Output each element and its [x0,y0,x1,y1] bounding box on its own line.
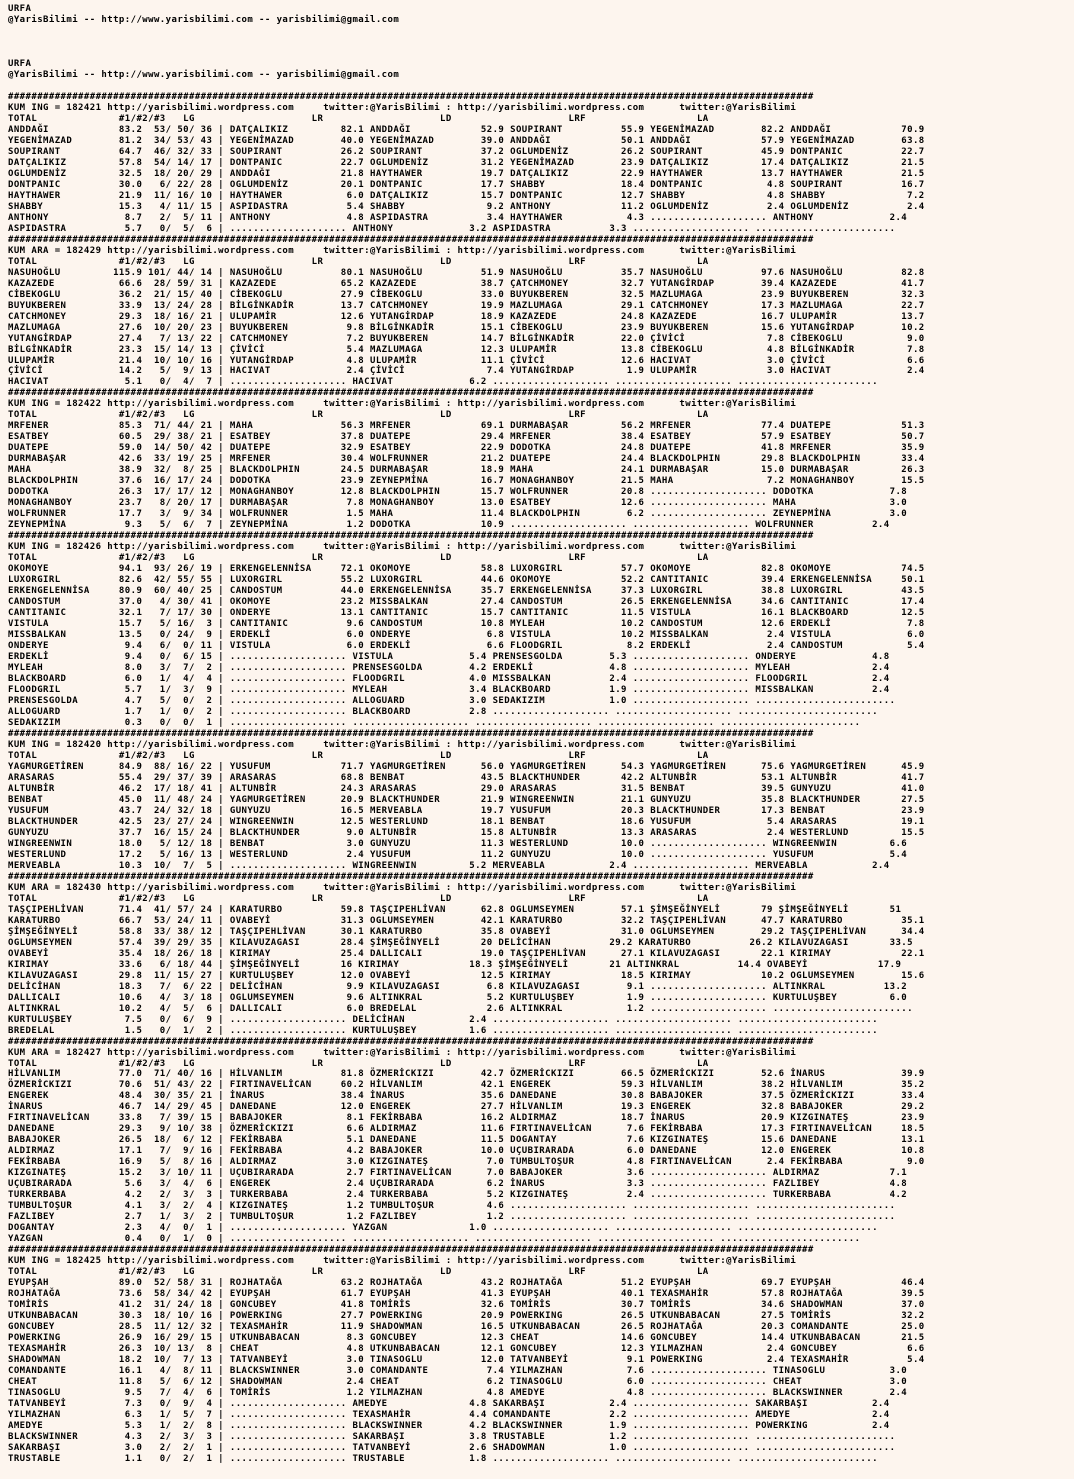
race-title: KUM ING = 182421 http://yarisbilimi.wordpress.com twitter:@YarisBilimi : http://yarisbilimi.wordpress.com twitter:@YarisBilimi [8,102,797,113]
race-row: TRUSTABLE 1.1 0/ 2/ 1 | .................... TRUSTABLE 1.8 .................... .................... ........................ [8,1453,878,1464]
race-row: DURMABAŞAR 42.6 33/ 19/ 25 | MRFENER 30.4 WOLFRUNNER 21.2 DUATEPE 24.4 BLACKDOLPHIN 29.8 BLACKDOLPHIN 33.4 [8,454,925,465]
race-row: ŞİMŞEĞİNYELİ 58.8 33/ 38/ 12 | TAŞÇIPEHLİVAN 30.1 KARATURBO 35.8 OVABEYİ 31.0 OGLUMSEYMEN 29.2 TAŞÇIPEHLİVAN 34.4 [8,926,925,937]
race-row: ANTHONY 8.7 2/ 5/ 11 | ANTHONY 4.8 ASPIDASTRA 3.4 HAYTHAWER 4.3 .................... ANTHONY 2.4 [8,212,908,223]
race-row: HACIVAT 5.1 0/ 4/ 7 | .................... HACIVAT 6.2 .................... .................... ........................ [8,377,878,388]
race-title: KUM ING = 182425 http://yarisbilimi.wordpress.com twitter:@YarisBilimi : http://yarisbilimi.wordpress.com twitter:@YarisBilimi [8,1256,797,1267]
header-line: @YarisBilimi -- http://www.yarisbilimi.com -- yarisbilimi@gmail.com [8,69,400,80]
separator-line: ########################################################################################################################################## [8,728,814,739]
column-header: TOTAL #1/#2/#3 LG LR LD LRF LA [8,750,709,761]
race-row: CİBEKOGLU 36.2 21/ 15/ 40 | CİBEKOGLU 27.9 CİBEKOGLU 33.0 BUYUKBEREN 32.5 MAZLUMAGA 23.9 BUYUKBEREN 32.3 [8,289,925,300]
race-row: CANTITANIC 32.1 7/ 17/ 30 | ONDERYE 13.1 CANTITANIC 15.7 CANTITANIC 11.5 VISTULA 16.1 BLACKBOARD 12.5 [8,608,925,619]
race-row: YUTANGİRDAP 27.4 7/ 13/ 22 | CATCHMONEY 7.2 BUYUKBEREN 14.7 BİLGİNKADİR 22.0 ÇİVİCİ 7.8 CİBEKOGLU 9.0 [8,333,925,344]
race-row: ULUPAMİR 21.4 10/ 10/ 16 | YUTANGİRDAP 4.8 ULUPAMİR 11.1 ÇİVİCİ 12.6 HACIVAT 3.0 ÇİVİCİ 6.6 [8,355,925,366]
race-row: FIRTINAVELİCAN 33.8 7/ 39/ 15 | BABAJOKER 8.1 FEKİRBABA 16.2 ALDIRMAZ 18.7 İNARUS 20.9 KIZGINATEŞ 23.9 [8,1113,925,1124]
race-row: BABAJOKER 26.5 18/ 6/ 12 | FEKİRBABA 5.1 DANEDANE 11.5 DOGANTAY 7.6 KIZGINATEŞ 15.6 DANEDANE 13.1 [8,1135,925,1146]
header-line: URFA [8,4,32,14]
race-row: ALTUNBİR 46.2 17/ 18/ 41 | ALTUNBİR 24.3 ARASARAS 29.0 ARASARAS 31.5 BENBAT 39.5 GUNYUZU 41.0 [8,783,925,794]
race-row: DOGANTAY 2.3 4/ 0/ 1 | .................... YAZGAN 1.0 .................... .................... ........................ [8,1223,878,1234]
race-row: YAZGAN 0.4 0/ 1/ 0 | .................... .................... .................... .................... ........................ [8,1234,861,1245]
race-row: TATVANBEYİ 7.3 0/ 9/ 4 | .................... AMEDYE 4.8 SAKARBAŞI 2.4 .................... SAKARBAŞI 2.4 [8,1399,890,1410]
race-row: KIRIMAY 33.6 6/ 18/ 44 | ŞİMŞEĞİNYELİ 16 KIRIMAY 18.3 ŞİMŞEĞİNYELİ 21 ALTINKRAL 14.4 OVABEYİ 17.9 [8,959,902,970]
race-row: DANEDANE 29.3 9/ 10/ 38 | ÖZMERİCKIZI 6.6 ALDIRMAZ 11.6 FIRTINAVELİCAN 7.6 FEKİRBABA 17.3 FIRTINAVELİCAN 18.5 [8,1124,925,1135]
race-row: ERDEKLİ 9.4 0/ 6/ 15 | .................... VISTULA 5.4 PRENSESGOLDA 5.3 .................... ONDERYE 4.8 [8,652,890,663]
race-row: FEKİRBABA 16.9 5/ 8/ 16 | ALDIRMAZ 3.0 KIZGINATEŞ 7.0 TUMBULTOŞUR 4.8 FIRTINAVELİCAN 2.4 FEKİRBABA 9.0 [8,1157,925,1168]
race-row: WOLFRUNNER 17.7 3/ 9/ 34 | WOLFRUNNER 1.5 MAHA 11.4 BLACKDOLPHIN 6.2 .................... ZEYNEPMİNA 3.0 [8,509,908,520]
column-header: TOTAL #1/#2/#3 LG LR LD LRF LA [8,1267,709,1278]
separator-line: ########################################################################################################################################## [8,91,814,102]
race-row: BLACKDOLPHIN 37.6 16/ 17/ 24 | DODOTKA 23.9 ZEYNEPMİNA 16.7 MONAGHANBOY 21.5 MAHA 7.2 MONAGHANBOY 15.5 [8,476,925,487]
race-row: ENGEREK 48.4 30/ 35/ 21 | İNARUS 38.4 İNARUS 35.6 DANEDANE 30.8 BABAJOKER 37.5 ÖZMERİCKIZI 33.4 [8,1091,925,1102]
race-row: DALLICALI 10.6 4/ 3/ 18 | OGLUMSEYMEN 9.6 ALTINKRAL 5.2 KURTULUŞBEY 1.9 .................... KURTULUŞBEY 6.0 [8,992,908,1003]
race-row: OKOMOYE 94.1 93/ 26/ 19 | ERKENGELENNİSA 72.1 OKOMOYE 58.8 LUXORGIRL 57.7 OKOMOYE 82.8 OKOMOYE 74.5 [8,564,925,575]
race-row: YAGMURGETİREN 84.9 88/ 16/ 22 | YUSUFUM 71.7 YAGMURGETİREN 56.0 YAGMURGETİREN 54.3 YAGMURGETİREN 75.6 YAGMURGETİREN 45.9 [8,761,925,772]
race-row: DATÇALIKIZ 57.8 54/ 14/ 17 | DONTPANIC 22.7 OGLUMDENİZ 31.2 YEGENİMAZAD 23.9 DATÇALIKIZ 17.4 DATÇALIKIZ 21.5 [8,157,925,168]
separator-line: ########################################################################################################################################## [8,531,814,542]
race-row: HAYTHAWER 21.9 11/ 16/ 10 | HAYTHAWER 6.0 DATÇALIKIZ 15.7 DONTPANIC 12.7 SHABBY 4.8 SHABBY 7.2 [8,190,925,201]
race-row: ALTINKRAL 10.2 4/ 5/ 6 | DALLICALI 6.0 BREDELAL 2.6 ALTINKRAL 1.2 .................... ........................ [8,1003,913,1014]
race-row: OGLUMDENİZ 32.5 18/ 20/ 29 | ANDDAĞI 21.8 HAYTHAWER 19.7 DATÇALIKIZ 22.9 HAYTHAWER 13.7 HAYTHAWER 21.5 [8,168,925,179]
race-row: BUYUKBEREN 33.9 13/ 24/ 28 | BİLGİNKADİR 13.7 CATCHMONEY 19.9 MAZLUMAGA 29.1 CATCHMONEY 17.3 MAZLUMAGA 22.7 [8,300,925,311]
race-title: KUM ARA = 182429 http://yarisbilimi.wordpress.com twitter:@YarisBilimi : http://yarisbilimi.wordpress.com twitter:@YarisBilimi [8,245,797,256]
race-block [8,1245,1074,1465]
column-header: TOTAL #1/#2/#3 LG LR LD LRF LA [8,553,709,564]
race-row: SHADOWMAN 18.2 10/ 7/ 13 | TATVANBEYİ 3.0 TINASOGLU 12.0 TATVANBEYİ 9.1 POWERKING 2.4 TEXASMAHİR 5.4 [8,1355,925,1366]
race-row: TOMİRİS 41.2 31/ 24/ 18 | GONCUBEY 41.8 TOMİRİS 32.6 TOMİRİS 30.7 TOMİRİS 34.6 SHADOWMAN 37.0 [8,1300,925,1311]
race-row: MAZLUMAGA 27.6 10/ 20/ 23 | BUYUKBEREN 9.8 BİLGİNKADİR 15.1 CİBEKOGLU 23.9 BUYUKBEREN 15.6 YUTANGİRDAP 10.2 [8,322,925,333]
header-line [8,48,1074,59]
race-row: İNARUS 46.7 14/ 29/ 45 | DANEDANE 12.0 ENGEREK 27.7 HİLVANLIM 19.3 ENGEREK 32.8 BABAJOKER 29.2 [8,1102,925,1113]
race-row: WINGREENWIN 18.0 5/ 12/ 18 | BENBAT 3.0 GUNYUZU 11.3 WESTERLUND 10.0 .................... WINGREENWIN 6.6 [8,838,908,849]
race-row: PRENSESGOLDA 4.7 5/ 0/ 2 | .................... ALLOGUARD 3.0 SEDAKIZIM 1.0 .................... ........................ [8,696,896,707]
race-row: CHEAT 11.8 5/ 6/ 12 | SHADOWMAN 2.4 CHEAT 6.2 TINASOGLU 6.0 .................... CHEAT 3.0 [8,1377,908,1388]
race-row: TURKERBABA 4.2 2/ 3/ 3 | TURKERBABA 2.4 TURKERBABA 5.2 KIZGINATEŞ 2.4 .................... TURKERBABA 4.2 [8,1190,908,1201]
race-row: KARATURBO 66.7 53/ 24/ 11 | OVABEYİ 31.3 OGLUMSEYMEN 42.1 KARATURBO 32.2 TAŞÇIPEHLİVAN 47.7 KARATURBO 35.1 [8,915,925,926]
race-row: SEDAKIZIM 0.3 0/ 0/ 1 | .................... .................... .................... .................... ........................ [8,717,861,728]
separator-line: ########################################################################################################################################## [8,1036,814,1047]
race-row: ERKENGELENNİSA 80.9 60/ 40/ 25 | CANDOSTUM 44.0 ERKENGELENNİSA 35.7 ERKENGELENNİSA 37.3 LUXORGIRL 38.8 LUXORGIRL 43.5 [8,586,925,597]
race-row: MRFENER 85.3 71/ 44/ 21 | MAHA 56.3 MRFENER 69.1 DURMABAŞAR 56.2 MRFENER 77.4 DUATEPE 51.3 [8,421,925,432]
header-line [8,26,1074,37]
race-row: SOUPIRANT 64.7 46/ 32/ 33 | SOUPIRANT 26.2 SOUPIRANT 37.2 OGLUMDENİZ 26.2 SOUPIRANT 45.9 DONTPANIC 22.7 [8,146,925,157]
race-row: DUATEPE 59.0 14/ 50/ 42 | DUATEPE 32.9 ESATBEY 22.9 DODOTKA 24.8 DUATEPE 41.8 MRFENER 35.9 [8,443,925,454]
race-row: ALLOGUARD 1.7 1/ 0/ 2 | .................... BLACKBOARD 2.8 .................... .................... ........................ [8,707,878,717]
race-row: YUSUFUM 43.7 24/ 32/ 18 | GUNYUZU 16.5 MERVEABLA 19.7 YUSUFUM 20.3 BLACKTHUNDER 17.3 BENBAT 23.9 [8,805,925,816]
race-row: AMEDYE 5.3 1/ 2/ 8 | .................... BLACKSWINNER 4.2 BLACKSWINNER 1.9 .................... POWERKING 2.4 [8,1420,890,1431]
race-row: ALDIRMAZ 17.1 7/ 9/ 16 | FEKİRBABA 4.2 BABAJOKER 10.0 UÇUBIRARADA 6.0 DANEDANE 12.0 ENGEREK 10.8 [8,1146,925,1157]
race-row: DODOTKA 26.3 17/ 17/ 12 | MONAGHANBOY 12.8 BLACKDOLPHIN 15.7 WOLFRUNNER 20.8 .................... DODOTKA 7.8 [8,487,908,498]
race-row: ROJHATAĞA 73.6 58/ 34/ 42 | EYUPŞAH 61.7 EYUPŞAH 41.3 EYUPŞAH 40.1 TEXASMAHİR 57.8 ROJHATAĞA 39.5 [8,1289,925,1300]
column-header: TOTAL #1/#2/#3 LG LR LD LRF LA [8,256,709,267]
race-row: DELİCİHAN 18.3 7/ 6/ 22 | DELİCİHAN 9.9 KILAVUZAGASI 6.8 KILAVUZAGASI 9.1 .................... ALTINKRAL 13.2 [8,981,908,992]
race-row: ÖZMERİCKIZI 70.6 51/ 43/ 22 | FIRTINAVELİCAN 60.2 HİLVANLIM 42.1 ENGEREK 59.3 HİLVANLIM 38.2 HİLVANLIM 35.2 [8,1080,925,1091]
column-header: TOTAL #1/#2/#3 LG LR LD LRF LA [8,410,709,421]
race-row: UÇUBIRARADA 5.6 3/ 4/ 6 | ENGEREK 2.4 UÇUBIRARADA 6.2 İNARUS 3.3 .................... FAZLIBEY 4.8 [8,1179,908,1190]
race-row: BİLGİNKADİR 23.3 15/ 14/ 13 | ÇİVİCİ 5.4 MAZLUMAGA 12.3 ULUPAMİR 13.8 CİBEKOGLU 4.8 BİLGİNKADİR 7.8 [8,344,925,355]
race-row: WESTERLUND 17.2 5/ 16/ 13 | WESTERLUND 2.4 YUSUFUM 11.2 GUNYUZU 10.0 .................... YUSUFUM 5.4 [8,849,908,860]
race-row: HİLVANLIM 77.0 71/ 40/ 16 | HİLVANLIM 81.8 ÖZMERİCKIZI 42.7 ÖZMERİCKIZI 66.5 ÖZMERİCKIZI 52.6 İNARUS 39.9 [8,1069,925,1080]
race-row: MISSBALKAN 13.5 0/ 24/ 9 | ERDEKLİ 6.0 ONDERYE 6.8 VISTULA 10.2 MISSBALKAN 2.4 VISTULA 6.0 [8,630,925,641]
race-row: COMANDANTE 16.1 4/ 8/ 11 | BLACKSWINNER 3.0 COMANDANTE 7.4 YILMAZHAN 7.6 .................... TINASOGLU 3.0 [8,1366,908,1377]
header-line [8,37,1074,48]
race-row: GONCUBEY 28.5 11/ 12/ 32 | TEXASMAHİR 11.9 SHADOWMAN 16.5 UTKUNBABACAN 26.5 ROJHATAĞA 20.3 COMANDANTE 25.0 [8,1322,925,1333]
column-header: TOTAL #1/#2/#3 LG LR LD LRF LA [8,113,709,124]
race-row: ESATBEY 60.5 29/ 38/ 21 | ESATBEY 37.8 DUATEPE 29.4 MRFENER 38.4 ESATBEY 57.9 ESATBEY 50.7 [8,432,925,443]
separator-line: ########################################################################################################################################## [8,1245,814,1256]
race-row: TUMBULTOŞUR 4.1 3/ 2/ 4 | KIZGINATEŞ 1.2 TUMBULTOŞUR 4.6 .................... .................... ........................ [8,1201,896,1212]
race-row: GUNYUZU 37.7 16/ 15/ 24 | BLACKTHUNDER 9.0 ALTUNBİR 15.8 ALTUNBİR 13.3 ARASARAS 2.4 WESTERLUND 15.5 [8,827,925,838]
race-row: ANDDAĞI 83.2 53/ 50/ 36 | DATÇALIKIZ 82.1 ANDDAĞI 52.9 SOUPIRANT 55.9 YEGENİMAZAD 82.2 ANDDAĞI 70.9 [8,124,925,135]
race-row: POWERKING 26.9 16/ 29/ 15 | UTKUNBABACAN 8.3 GONCUBEY 12.3 CHEAT 14.6 GONCUBEY 14.4 UTKUNBABACAN 21.5 [8,1333,925,1344]
race-block [8,531,1074,729]
race-row: DONTPANIC 30.0 6/ 22/ 28 | OGLUMDENİZ 20.1 DONTPANIC 17.7 SHABBY 18.4 DONTPANIC 4.8 SOUPIRANT 16.7 [8,179,925,190]
race-row: ARASARAS 55.4 29/ 37/ 39 | ARASARAS 68.8 BENBAT 43.5 BLACKTHUNDER 42.2 ALTUNBİR 53.1 ALTUNBİR 41.7 [8,772,925,783]
race-row: SAKARBAŞI 3.0 2/ 2/ 1 | .................... TATVANBEYİ 2.6 SHADOWMAN 1.0 .................... ........................ [8,1442,896,1453]
race-row: TAŞÇIPEHLİVAN 71.4 41/ 57/ 24 | KARATURBO 59.8 TAŞÇIPEHLİVAN 62.8 OGLUMSEYMEN 57.1 ŞİMŞEĞİNYELİ 79 ŞİMŞEĞİNYELİ 51 [8,904,902,915]
race-row: CANDOSTUM 37.0 4/ 30/ 41 | OKOMOYE 23.2 MISSBALKAN 27.4 CANDOSTUM 26.5 ERKENGELENNİSA 34.6 CANTITANIC 17.4 [8,597,925,608]
race-block [8,388,1074,531]
race-row: KURTULUŞBEY 7.5 0/ 6/ 9 | .................... DELİCİHAN 2.4 .................... .................... ........................ [8,1014,878,1025]
race-row: FLOODGRIL 5.7 1/ 3/ 9 | .................... MYLEAH 3.4 BLACKBOARD 1.9 .................... MISSBALKAN 2.4 [8,685,890,696]
race-row: SHABBY 15.3 4/ 11/ 15 | ASPIDASTRA 5.4 SHABBY 9.2 ANTHONY 11.2 OGLUMDENİZ 2.4 OGLUMDENİZ 2.4 [8,201,925,212]
race-row: OVABEYİ 35.4 18/ 26/ 18 | KIRIMAY 25.4 DALLICALI 19.0 TAŞÇIPEHLİVAN 27.1 KILAVUZAGASI 22.1 KIRIMAY 22.1 [8,948,925,959]
race-title: KUM ARA = 182427 http://yarisbilimi.wordpress.com twitter:@YarisBilimi : http://yarisbilimi.wordpress.com twitter:@YarisBilimi [8,1047,797,1058]
race-row: ONDERYE 9.4 6/ 0/ 11 | VISTULA 6.0 ERDEKLİ 6.6 FLOODGRIL 8.2 ERDEKLİ 2.4 CANDOSTUM 5.4 [8,641,925,652]
column-header: TOTAL #1/#2/#3 LG LR LD LRF LA [8,893,709,904]
column-header: TOTAL #1/#2/#3 LG LR LD LRF LA [8,1058,709,1069]
race-block [8,872,1074,1037]
race-row: KIZGINATEŞ 15.2 3/ 10/ 11 | UÇUBIRARADA 2.7 FIRTINAVELİCAN 7.0 BABAJOKER 3.6 .................... ALDIRMAZ 7.1 [8,1168,908,1179]
race-title: KUM ING = 182422 http://yarisbilimi.wordpress.com twitter:@YarisBilimi : http://yarisbilimi.wordpress.com twitter:@YarisBilimi [8,399,797,410]
header-line: URFA [8,58,32,69]
race-row: MAHA 38.9 32/ 8/ 25 | BLACKDOLPHIN 24.5 DURMABAŞAR 18.9 MAHA 24.1 DURMABAŞAR 15.0 DURMABAŞAR 26.3 [8,465,925,476]
race-row: BENBAT 45.0 11/ 48/ 24 | YAGMURGETİREN 20.9 BLACKTHUNDER 21.9 WINGREENWIN 21.1 GUNYUZU 35.8 BLACKTHUNDER 27.5 [8,794,925,805]
race-title: KUM ING = 182420 http://yarisbilimi.wordpress.com twitter:@YarisBilimi : http://yarisbilimi.wordpress.com twitter:@YarisBilimi [8,739,797,750]
race-row: LUXORGIRL 82.6 42/ 55/ 55 | LUXORGIRL 55.2 LUXORGIRL 44.6 OKOMOYE 52.2 CANTITANIC 39.4 ERKENGELENNİSA 50.1 [8,575,925,586]
race-row: BREDELAL 1.5 0/ 1/ 2 | .................... KURTULUŞBEY 1.6 .................... .................... ........................ [8,1025,878,1036]
race-row: BLACKBOARD 6.0 1/ 4/ 4 | .................... FLOODGRIL 4.0 MISSBALKAN 2.4 .................... FLOODGRIL 2.4 [8,674,890,685]
race-row: YEGENİMAZAD 81.2 34/ 53/ 43 | YEGENİMAZAD 40.0 YEGENİMAZAD 39.0 ANDDAĞI 50.1 ANDDAĞI 57.9 YEGENİMAZAD 63.8 [8,135,925,146]
race-row: MERVEABLA 10.3 10/ 7/ 5 | .................... WINGREENWIN 5.2 MERVEABLA 2.4 .................... MERVEABLA 2.4 [8,860,890,871]
race-row: KILAVUZAGASI 29.8 11/ 15/ 27 | KURTULUŞBEY 12.0 OVABEYİ 12.5 KIRIMAY 18.5 KIRIMAY 10.2 OGLUMSEYMEN 15.6 [8,970,925,981]
race-row: OGLUMSEYMEN 57.4 39/ 29/ 35 | KILAVUZAGASI 28.4 ŞİMŞEĞİNYELİ 20 DELİCİHAN 29.2 KARATURBO 26.2 KILAVUZAGASI 33.5 [8,937,913,948]
race-row: EYUPŞAH 89.0 52/ 58/ 31 | ROJHATAĞA 63.2 ROJHATAĞA 43.2 ROJHATAĞA 51.2 EYUPŞAH 69.7 EYUPŞAH 46.4 [8,1278,925,1289]
race-row: ÇİVİCİ 14.2 5/ 9/ 13 | HACIVAT 2.4 ÇİVİCİ 7.4 YUTANGİRDAP 1.9 ULUPAMİR 3.0 HACIVAT 2.4 [8,366,925,377]
race-row: YILMAZHAN 6.3 1/ 5/ 7 | .................... TEXASMAHİR 4.4 COMANDANTE 2.2 .................... AMEDYE 2.4 [8,1410,890,1420]
race-row: ZEYNEPMİNA 9.3 5/ 6/ 7 | ZEYNEPMİNA 1.2 DODOTKA 10.9 .................... .................... WOLFRUNNER 2.4 [8,520,890,531]
race-row: FAZLIBEY 2.7 1/ 3/ 2 | TUMBULTOŞUR 1.2 FAZLIBEY 1.2 .................... .................... ........................ [8,1212,896,1223]
race-row: CATCHMONEY 29.3 18/ 16/ 21 | ULUPAMİR 12.6 YUTANGİRDAP 18.9 KAZAZEDE 24.8 KAZAZEDE 16.7 ULUPAMİR 13.7 [8,311,925,322]
race-row: MONAGHANBOY 23.7 8/ 20/ 17 | DURMABAŞAR 7.8 MONAGHANBOY 13.0 ESATBEY 12.6 .................... MAHA 3.0 [8,498,908,509]
race-row: TINASOGLU 9.5 7/ 4/ 6 | TOMİRİS 1.2 YILMAZHAN 4.8 AMEDYE 4.8 .................... BLACKSWINNER 2.4 [8,1388,908,1399]
race-row: BLACKTHUNDER 42.5 23/ 27/ 24 | WINGREENWIN 12.5 WESTERLUND 18.1 BENBAT 18.6 YUSUFUM 5.4 ARASARAS 19.1 [8,816,925,827]
header-line: @YarisBilimi -- http://www.yarisbilimi.com -- yarisbilimi@gmail.com [8,14,400,25]
race-row: KAZAZEDE 66.6 28/ 59/ 31 | KAZAZEDE 65.2 KAZAZEDE 38.7 ÇATCHMONEY 32.7 YUTANGİRDAP 39.4 KAZAZEDE 41.7 [8,278,925,289]
race-block [8,729,1074,872]
separator-line: ########################################################################################################################################## [8,871,814,882]
race-row: VISTULA 15.7 5/ 16/ 3 | CANTITANIC 9.6 CANDOSTUM 10.8 MYLEAH 10.2 CANDOSTUM 12.6 ERDEKLİ 7.8 [8,619,925,630]
separator-line: ########################################################################################################################################## [8,388,814,399]
race-block [8,1037,1074,1246]
race-row: NASUHOĞLU 115.9 101/ 44/ 14 | NASUHOĞLU 80.1 NASUHOĞLU 51.9 NASUHOĞLU 35.7 NASUHOĞLU 97.6 NASUHOĞLU 82.8 [8,267,925,278]
race-row: ASPIDASTRA 5.7 0/ 5/ 6 | .................... ANTHONY 3.2 ASPIDASTRA 3.3 .................... ........................ [8,223,896,234]
race-row: BLACKSWINNER 4.3 2/ 3/ 3 | .................... SAKARBAŞI 3.8 TRUSTABLE 1.2 .................... ........................ [8,1431,896,1442]
race-block [8,235,1074,389]
race-title: KUM ING = 182426 http://yarisbilimi.wordpress.com twitter:@YarisBilimi : http://yarisbilimi.wordpress.com twitter:@YarisBilimi [8,542,797,553]
separator-line: ########################################################################################################################################## [8,234,814,245]
race-block [8,92,1074,235]
race-row: TEXASMAHİR 26.3 10/ 13/ 8 | CHEAT 4.8 UTKUNBABACAN 12.1 GONCUBEY 12.3 YILMAZHAN 2.4 GONCUBEY 6.6 [8,1344,925,1355]
race-row: UTKUNBABACAN 30.3 18/ 10/ 16 | POWERKING 27.7 POWERKING 20.9 POWERKING 26.5 UTKUNBABACAN 27.5 TOMİRİS 32.2 [8,1311,925,1322]
header-line [8,81,1074,92]
race-title: KUM ARA = 182430 http://yarisbilimi.wordpress.com twitter:@YarisBilimi : http://yarisbilimi.wordpress.com twitter:@YarisBilimi [8,882,797,893]
race-row: MYLEAH 8.0 3/ 7/ 2 | .................... PRENSESGOLDA 4.2 ERDEKLİ 4.8 .................... MYLEAH 2.4 [8,663,890,674]
